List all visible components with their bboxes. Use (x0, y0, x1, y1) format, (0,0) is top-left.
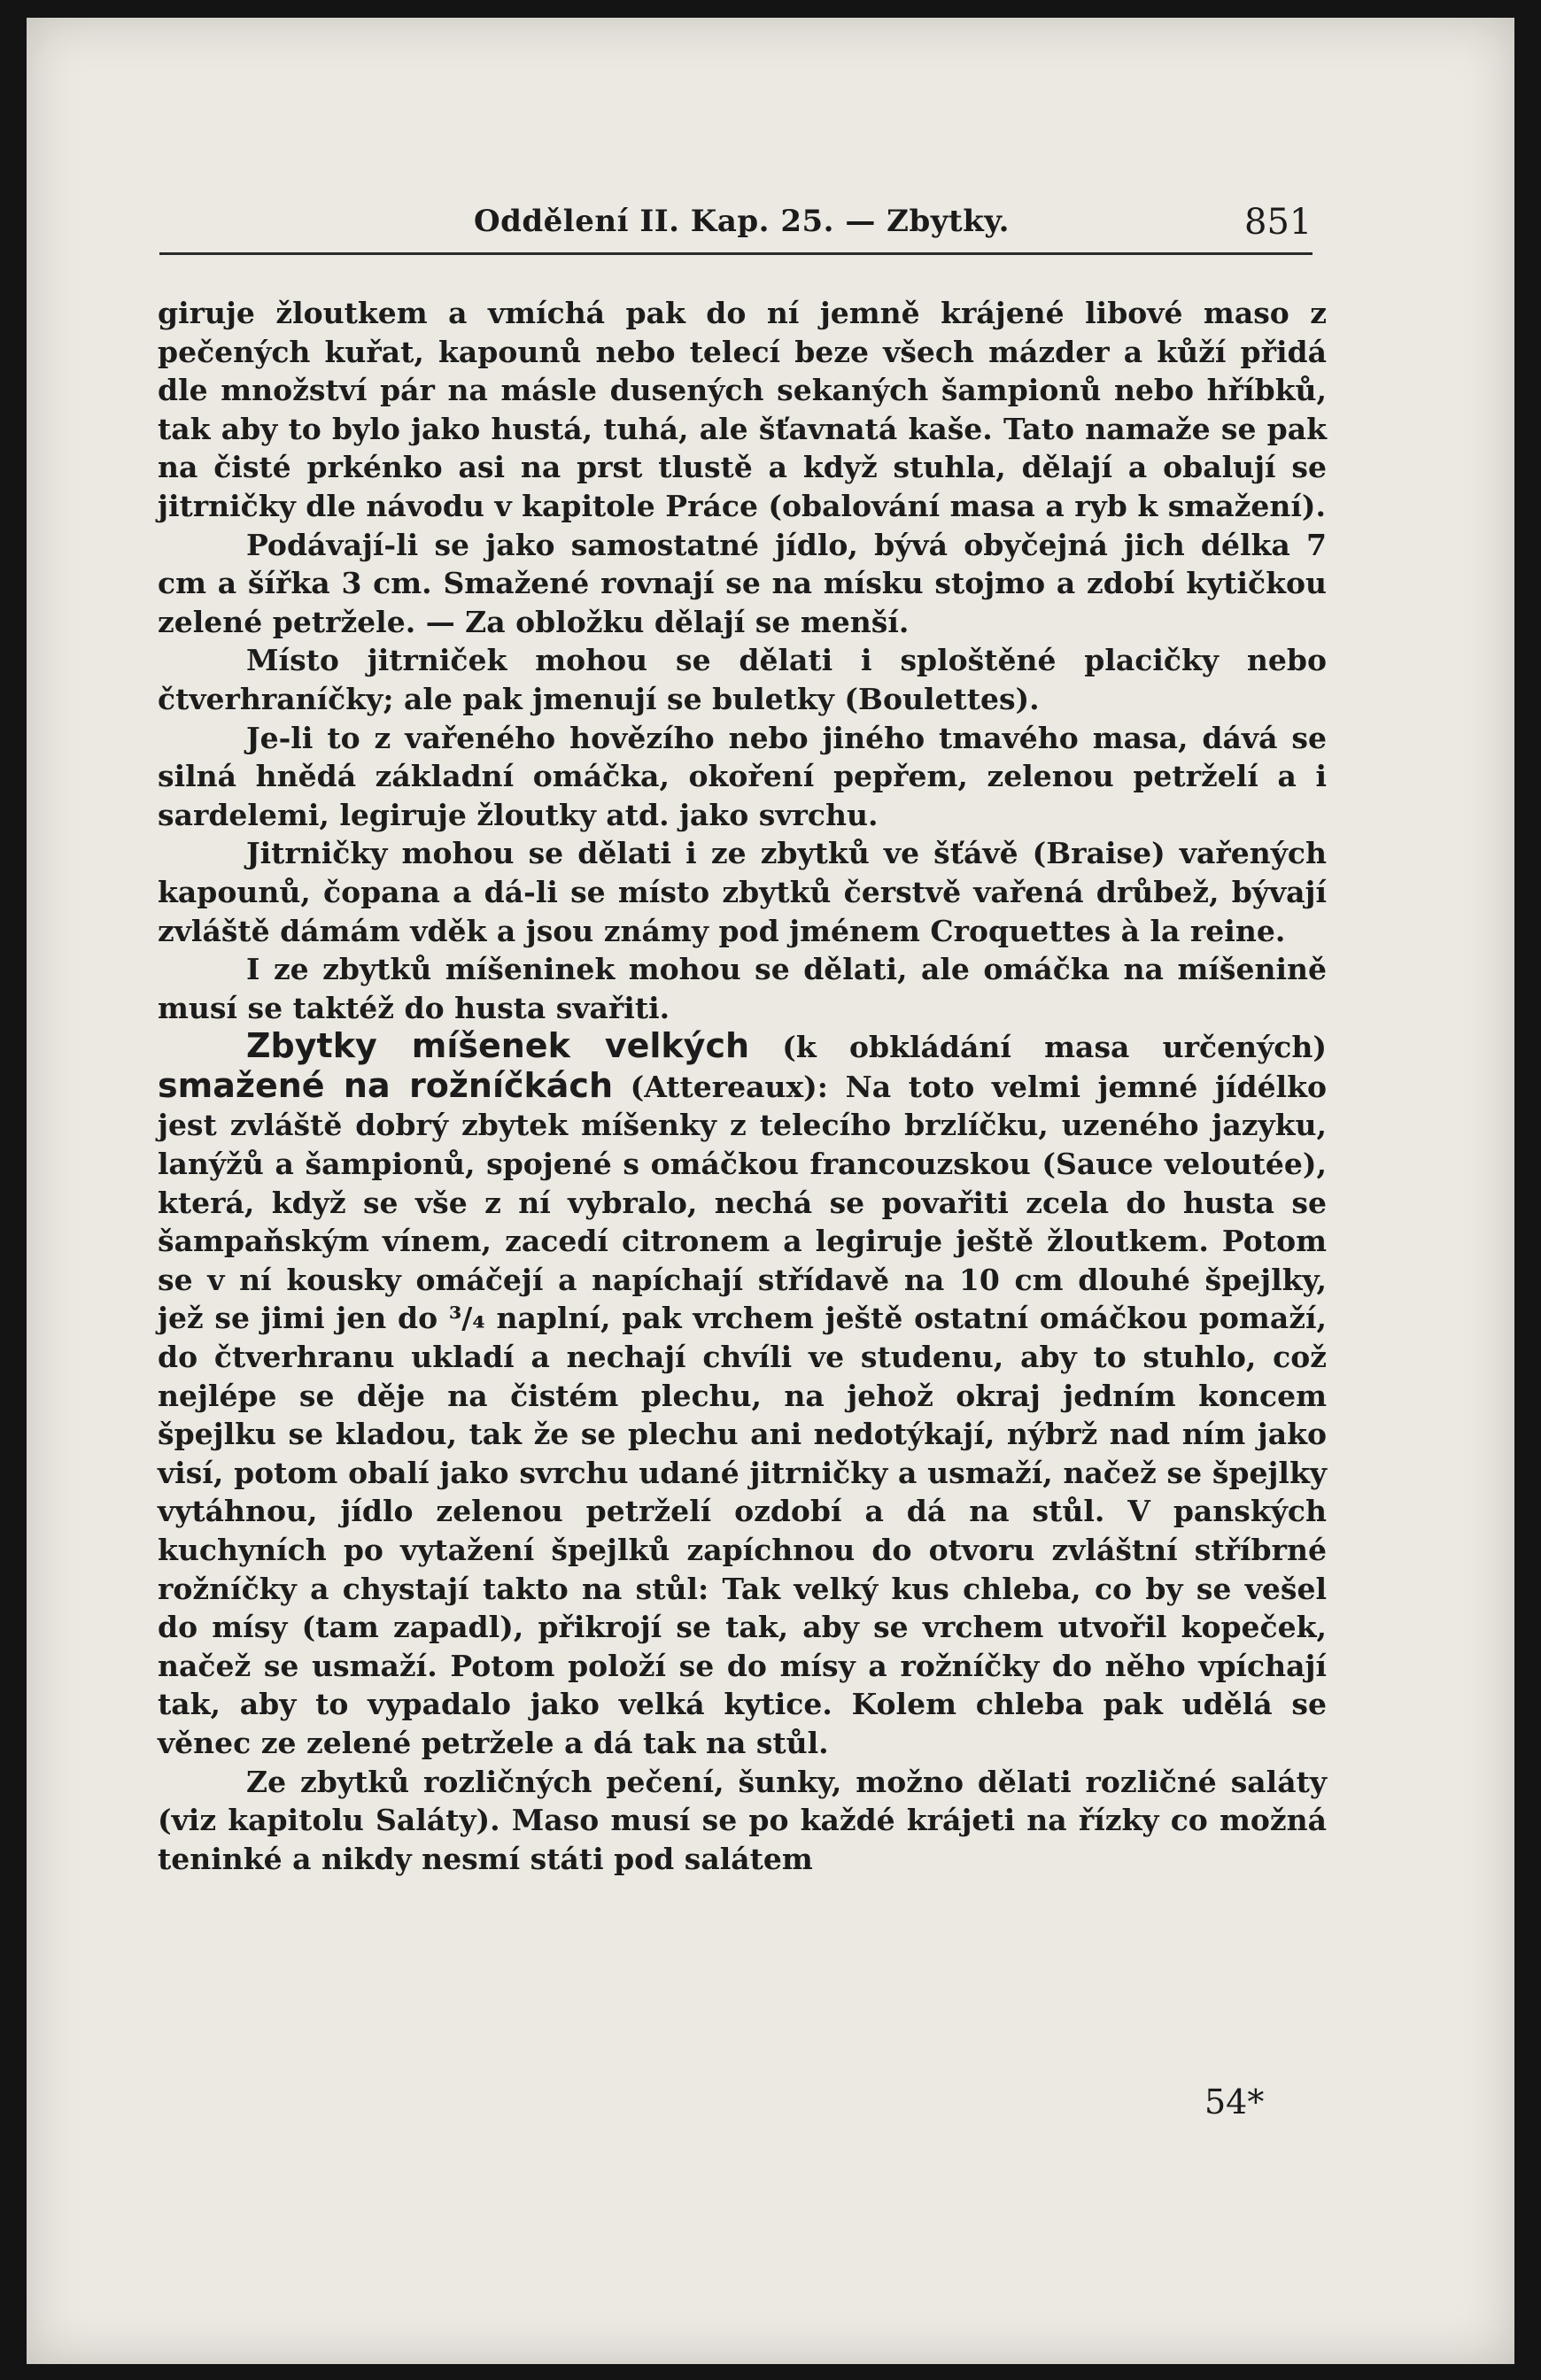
book-page (27, 18, 1514, 2364)
running-head (27, 195, 1514, 248)
paragraph: Místo jitrniček mohou se dělati i sploštěné placičky nebo čtverhraníčky; ale pak jmenují se buletky (Boulettes). (158, 643, 1327, 716)
paragraph: Ze zbytků rozličných pečení, šunky, možno dělati rozličné saláty (viz kapitolu Saláty). Maso musí se po každé krájeti na řízky co možná teninké a nikdy nesmí státi pod salátem (158, 1764, 1327, 1876)
signature-mark: 54* (1204, 2082, 1265, 2121)
section-text: (Attereaux): Na toto velmi jemné jídélko jest zvláště dobrý zbytek míšenky z telecího brzlíčku, uzeného jazyku, lanýžů a šampionů, spojené s omáčkou francouzskou (Sauce veloutée), která, když se vše z ní vybralo, nechá se povařiti zcela do husta se šampaňským vínem, zacedí citronem a legiruje ještě žloutkem. Potom se v ní kousky omáčejí a napíchají střídavě na 10 cm dlouhé špejlky, jež se jimi jen do ³/₄ naplní, pak vrchem ještě ostatní omáčkou pomaží, do čtverhranu ukladí a nechají chvíli ve studenu, aby to stuhlo, což nejlépe se děje na čistém plechu, na jehož okraj jedním koncem špejlku se kladou, tak že se plechu ani nedotýkají, nýbrž nad ním jako visí, potom obalí jako svrchu udané jitrničky a usmaží, načež se špejlky vytáhnou, jídlo zelenou petrželí ozdobí a dá na stůl. V panských kuchyních po vytažení špejlků zapíchnou do otvoru zvláštní stříbrné rožníčky a chystají takto na stůl: Tak velký kus chleba, co by se vešel do mísy (tam zapadl), přikrojí se tak, aby se vrchem utvořil kopeček, načež se usmaží. Potom položí se do mísy a rožníčky do něho vpíchají tak, aby to vypadalo jako velká kytice. Kolem chleba pak udělá se věnec ze zelené petržele a dá tak na stůl. (158, 1069, 1327, 1760)
section-paragraph (158, 1027, 1327, 1762)
section-heading: Zbytky míšenek velkých (246, 1026, 750, 1066)
section-subheading: (k obkládání masa určených) (782, 1030, 1327, 1065)
paragraph: Je-li to z vařeného hovězího nebo jiného tmavého masa, dává se silná hnědá základní omáčka, okoření pepřem, zelenou petrželí a i sardelemi, legiruje žloutky atd. jako svrchu. (158, 720, 1327, 832)
paragraph: Jitrničky mohou se dělati i ze zbytků ve šťávě (Braise) vařených kapounů, čopana a dá-li se místo zbytků čerstvě vařená drůbež, bývají zvláště dámám vděk a jsou známy pod jménem Croquettes à la reine. (158, 836, 1327, 948)
paragraph: I ze zbytků míšeninek mohou se dělati, ale omáčka na míšenině musí se taktéž do husta svařiti. (158, 952, 1327, 1025)
chapter-title: Oddělení II. Kap. 25. — Zbytky. (474, 204, 1010, 239)
page-number: 851 (1244, 202, 1313, 243)
header-rule (159, 252, 1313, 255)
section-heading-continued: smažené na rožníčkách (158, 1065, 614, 1105)
paragraph: giruje žloutkem a vmíchá pak do ní jemně krájené libové maso z pečených kuřat, kapounů nebo telecí beze všech mázder a kůží přidá dle množství pár na másle dusených sekaných šampionů nebo hříbků, tak aby to bylo jako hustá, tuhá, ale šťavnatá kaše. Tato namaže se pak na čisté prkénko asi na prst tlustě a když stuhla, dělají a obalují se jitrničky dle návodu v kapitole Práce (obalování masa a ryb k smažení). (158, 296, 1327, 523)
body-text (158, 294, 1327, 1878)
paragraph: Podávají-li se jako samostatné jídlo, bývá obyčejná jich délka 7 cm a šířka 3 cm. Smažené rovnají se na mísku stojmo a zdobí kytičkou zelené petržele. — Za obložku dělají se menší. (158, 527, 1327, 639)
